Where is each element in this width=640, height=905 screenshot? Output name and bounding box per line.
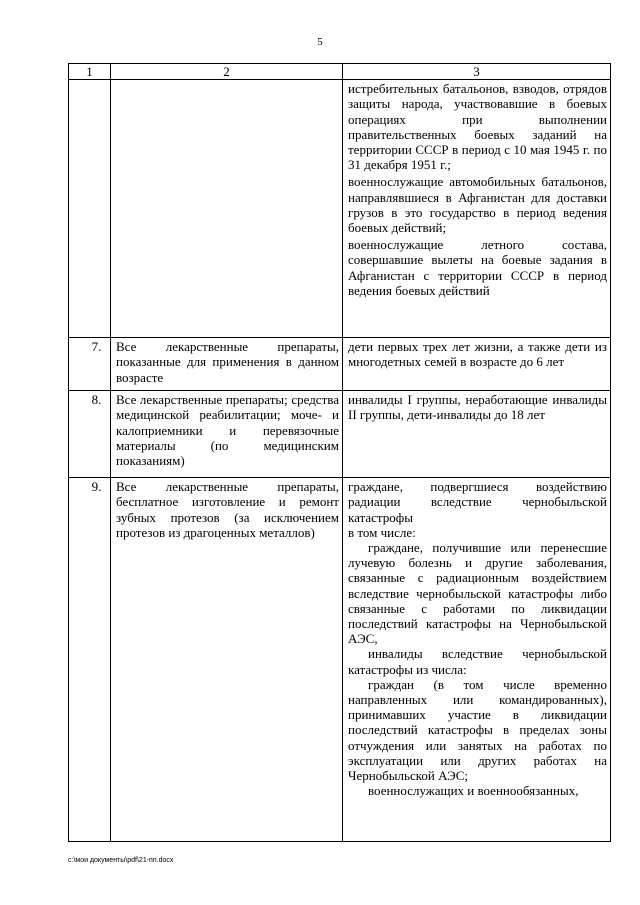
file-path-footer: c:\мои документы\pdf\21-пп.docx	[68, 857, 174, 864]
row-number	[69, 391, 111, 478]
recipients-cell	[343, 391, 611, 478]
table-row	[69, 80, 611, 338]
benefits-table	[68, 63, 611, 842]
recipients-paragraph: военнослужащие летного состава, совершавшие вылеты на боевые задания в Афганистан с территории СССР в период ведения боевых действий	[348, 237, 607, 298]
table-row	[69, 391, 611, 478]
table-row	[69, 478, 611, 842]
recipients-paragraph: военнослужащие автомобильных батальонов, направлявшиеся в Афганистан для доставки грузов в это государство в период ведения боевых действий;	[348, 174, 607, 236]
medication-paragraph: Все лекарственные препараты, показанные для применения в данном возрасте	[116, 339, 339, 385]
table-header-row	[69, 64, 611, 80]
medication-cell	[111, 80, 343, 338]
medication-paragraph: Все лекарственные препараты; средства медицинской реабилитации; моче- и калоприемники и перевязочные материалы (по медицинским показаниям)	[116, 392, 339, 469]
row-number	[69, 80, 111, 338]
recipients-paragraph: граждане, подвергшиеся воздействию радиации вследствие чернобыльской катастрофы	[348, 479, 607, 525]
recipients-cell	[343, 478, 611, 842]
medication-cell	[111, 338, 343, 391]
page-number: 5	[317, 36, 323, 48]
recipients-paragraph: в том числе:	[348, 524, 416, 540]
recipients-paragraph: инвалиды вследствие чернобыльской катастрофы из числа:	[348, 646, 607, 677]
header-col-1: 1	[69, 64, 111, 80]
recipients-cell	[343, 80, 611, 338]
row-number	[69, 338, 111, 391]
recipients-cell	[343, 338, 611, 391]
row-number	[69, 478, 111, 842]
row-number-label: 9.	[91, 479, 102, 495]
recipients-paragraph: истребительных батальонов, взводов, отрядов защиты народа, участвовавшие в боевых операциях при выполнении правительственных боевых заданий на территории СССР в период с 10 мая 1945 г. по 31 декабря 1951 г.;	[348, 81, 607, 173]
recipients-paragraph: граждане, получившие или перенесшие лучевую болезнь и другие заболевания, связанные с радиационным воздействием вследствие чернобыльской катастрофы либо связанные с работами по ликвидации последствий катастрофы на Чернобыльской АЭС,	[348, 540, 607, 647]
medication-cell	[111, 391, 343, 478]
header-col-3: 3	[343, 64, 611, 80]
recipients-paragraph: граждан (в том числе временно направленных или командированных), принимавших участие в ликвидации последствий катастрофы в пределах зоны отчуждения или занятых на работах по эксплуатации или других работах на Чернобыльской АЭС;	[348, 676, 607, 784]
medication-paragraph: Все лекарственные препараты, бесплатное изготовление и ремонт зубных протезов (за исключением протезов из драгоценных металлов)	[116, 479, 339, 540]
recipients-paragraph: военнослужащих и военнообязанных,	[368, 783, 579, 799]
row-number-label: 8.	[91, 392, 102, 408]
medication-cell	[111, 478, 343, 842]
recipients-paragraph: дети первых трех лет жизни, а также дети из многодетных семей в возрасте до 6 лет	[348, 339, 607, 370]
recipients-paragraph: инвалиды I группы, неработающие инвалиды II группы, дети-инвалиды до 18 лет	[348, 392, 607, 423]
row-number-label: 7.	[91, 339, 102, 355]
header-col-2: 2	[111, 64, 343, 80]
table-row	[69, 338, 611, 391]
